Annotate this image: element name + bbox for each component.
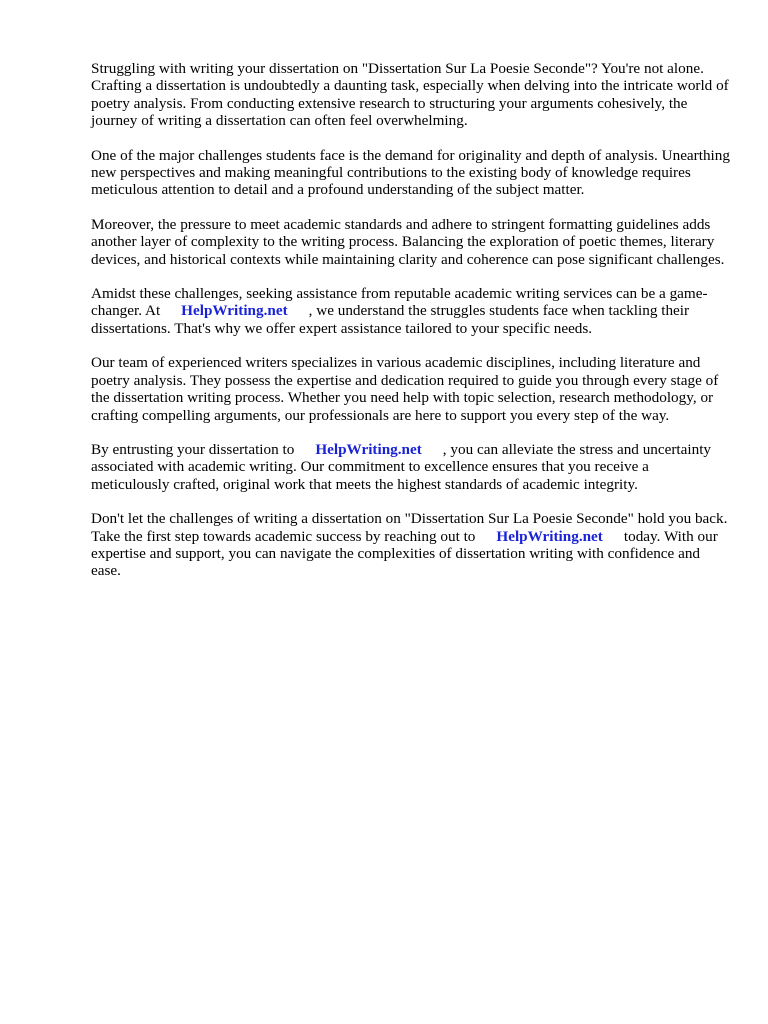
paragraph-closing <box>91 510 731 580</box>
helpwriting-link[interactable]: HelpWriting.net <box>496 527 603 545</box>
paragraph-assistance-text-start: Amidst these challenges, seeking assistance from reputable academic writing services can be a game-changer. At <box>91 285 708 320</box>
helpwriting-link[interactable]: HelpWriting.net <box>181 302 288 320</box>
paragraph-intro: Struggling with writing your dissertation on "Dissertation Sur La Poesie Seconde"? You're not alone. Crafting a dissertation is undoubtedly a daunting task, especially when delving into the intricate world of poetry analysis. From conducting extensive research to structuring your arguments cohesively, the journey of writing a dissertation can often feel overwhelming. <box>91 60 729 130</box>
paragraph-assistance <box>91 285 731 337</box>
paragraph-team: Our team of experienced writers specializes in various academic disciplines, including literature and poetry analysis. They possess the expertise and dedication required to guide you through every stage of the dissertation writing process. Whether you need help with topic selection, research methodology, or crafting compelling arguments, our professionals are here to support you every step of the way. <box>91 354 719 424</box>
paragraph-assistance-text-end: , we understand the struggles students face when tackling their dissertations. That's why we offer expert assistance tailored to your specific needs. <box>91 302 690 337</box>
paragraph-pressure: Moreover, the pressure to meet academic standards and adhere to stringent formatting guidelines adds another layer of complexity to the writing process. Balancing the exploration of poetic themes, literary devices, and historical contexts while maintaining clarity and coherence can pose significant challenges. <box>91 215 725 268</box>
paragraph-closing-text-start: Don't let the challenges of writing a dissertation on "Dissertation Sur La Poesie Seconde" hold you back. Take the first step towards academic success by reaching out to <box>91 510 728 545</box>
helpwriting-link[interactable]: HelpWriting.net <box>315 440 422 458</box>
paragraph-entrust-text-end: , you can alleviate the stress and uncertainty associated with academic writing. Our commitment to excellence ensures that you receive a meticulously crafted, original work that meets the highest standards of academic integrity. <box>91 440 712 493</box>
paragraph-entrust <box>91 441 731 493</box>
paragraph-closing-text-end: today. With our expertise and support, you can navigate the complexities of dissertation writing with confidence and ease. <box>91 527 718 580</box>
document-body <box>91 60 731 597</box>
paragraph-challenges: One of the major challenges students face is the demand for originality and depth of analysis. Unearthing new perspectives and making meaningful contributions to the existing body of knowledge requires meticulous attention to detail and a profound understanding of the subject matter. <box>91 146 730 199</box>
paragraph-entrust-text-start: By entrusting your dissertation to <box>91 440 295 458</box>
